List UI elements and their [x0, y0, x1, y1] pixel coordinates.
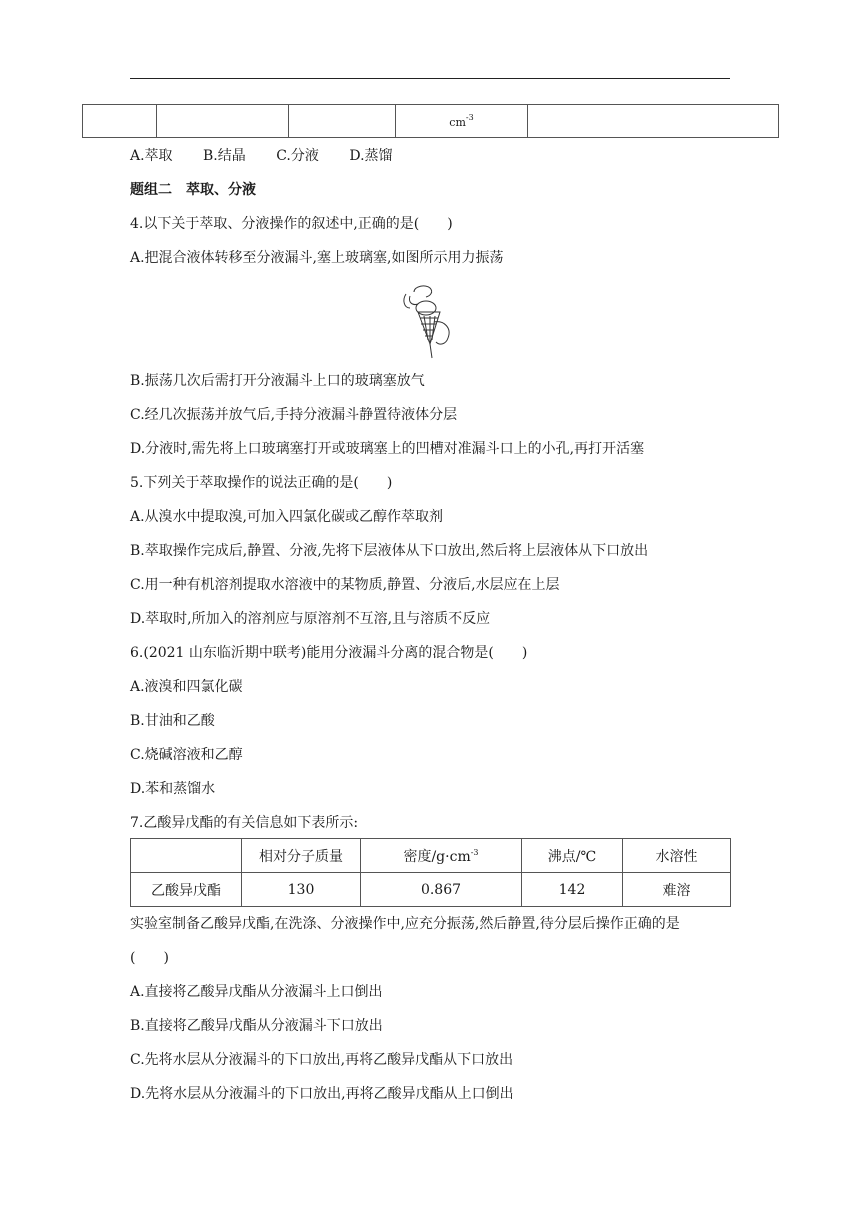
table-cell: 0.867: [361, 873, 522, 907]
q3-options: [130, 147, 419, 165]
isoamyl-acetate-table: [130, 838, 731, 907]
table-cell: [83, 105, 157, 138]
header-cell: 沸点/℃: [522, 839, 623, 873]
q7-answer-paren: ( ): [130, 950, 169, 966]
q5-option-d: D.萃取时,所加入的溶剂应与原溶剂不互溶,且与溶质不反应: [130, 611, 491, 627]
q4-stem: 4.以下关于萃取、分液操作的叙述中,正确的是( ): [130, 216, 453, 232]
unit-cell: $cm^{-3}$: [396, 105, 528, 138]
option-a: A.萃取: [130, 148, 173, 164]
q7-option-a: A.直接将乙酸异戊酯从分液漏斗上口倒出: [130, 984, 383, 1000]
q7-follow-text: 实验室制备乙酸异戊酯,在洗涤、分液操作中,应充分振荡,然后静置,待分层后操作正确的是: [130, 916, 680, 932]
table-cell: 142: [522, 873, 623, 907]
q7-option-c: C.先将水层从分液漏斗的下口放出,再将乙酸异戊酯从下口放出: [130, 1052, 514, 1068]
table-cell: 难溶: [623, 873, 731, 907]
option-d: D.蒸馏: [349, 148, 393, 164]
q6-option-a: A.液溴和四氯化碳: [130, 679, 243, 695]
table-cell: [289, 105, 396, 138]
q4-option-a: A.把混合液体转移至分液漏斗,塞上玻璃塞,如图所示用力振荡: [130, 250, 504, 266]
header-cell: 密度$/g\cdot cm^{-3}$: [361, 839, 522, 873]
table-row: [83, 105, 779, 138]
header-cell: 相对分子质量: [242, 839, 361, 873]
table-header-row: [131, 839, 731, 873]
q6-option-d: D.苯和蒸馏水: [130, 781, 216, 797]
option-b: B.结晶: [203, 148, 246, 164]
q4-option-b: B.振荡几次后需打开分液漏斗上口的玻璃塞放气: [130, 373, 425, 389]
q6-stem: 6.(2021 山东临沂期中联考)能用分液漏斗分离的混合物是( ): [130, 645, 528, 661]
q6-option-c: C.烧碱溶液和乙醇: [130, 747, 243, 763]
q6-option-b: B.甘油和乙酸: [130, 713, 215, 729]
table-row: [131, 873, 731, 907]
header-cell: [131, 839, 242, 873]
q5-option-a: A.从溴水中提取溴,可加入四氯化碳或乙醇作萃取剂: [130, 509, 444, 525]
q7-option-b: B.直接将乙酸异戊酯从分液漏斗下口放出: [130, 1018, 383, 1034]
q4-option-c: C.经几次振荡并放气后,手持分液漏斗静置待液体分层: [130, 407, 458, 423]
q4-option-d: D.分液时,需先将上口玻璃塞打开或玻璃塞上的凹槽对准漏斗口上的小孔,再打开活塞: [130, 441, 645, 457]
option-c: C.分液: [276, 148, 319, 164]
q5-option-b: B.萃取操作完成后,静置、分液,先将下层液体从下口放出,然后将上层液体从下口放出: [130, 543, 649, 559]
q7-option-d: D.先将水层从分液漏斗的下口放出,再将乙酸异戊酯从上口倒出: [130, 1086, 514, 1102]
section-heading: 题组二 萃取、分液: [130, 182, 256, 198]
table-cell: [528, 105, 779, 138]
q5-option-c: C.用一种有机溶剂提取水溶液中的某物质,静置、分液后,水层应在上层: [130, 577, 560, 593]
q7-stem: 7.乙酸异戊酯的有关信息如下表所示:: [130, 815, 359, 831]
header-rule: [130, 78, 730, 79]
table-cell: 130: [242, 873, 361, 907]
header-cell: 水溶性: [623, 839, 731, 873]
table-cell: 乙酸异戊酯: [131, 873, 242, 907]
previous-question-table: [82, 104, 779, 138]
funnel-shaking-illustration: [400, 282, 460, 360]
q5-stem: 5.下列关于萃取操作的说法正确的是( ): [130, 475, 393, 491]
table-cell: [157, 105, 289, 138]
